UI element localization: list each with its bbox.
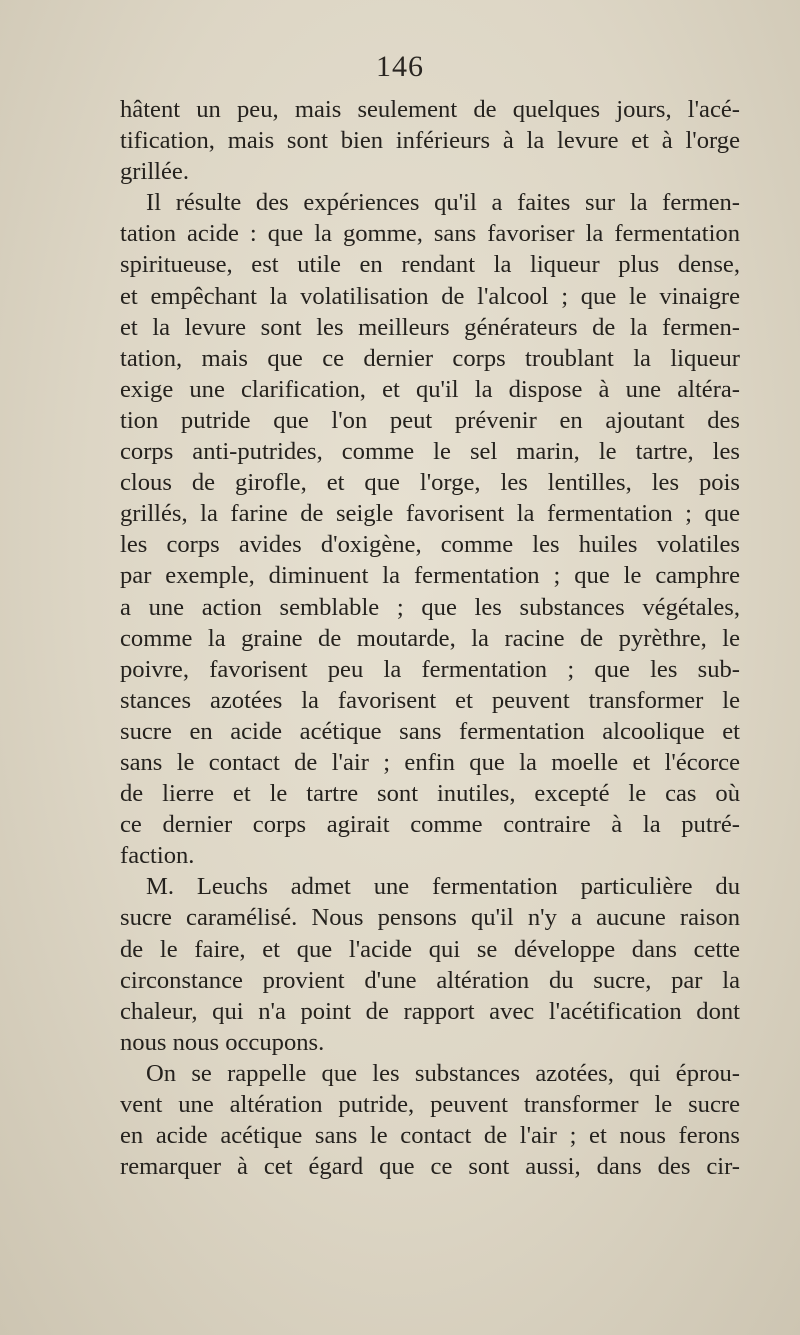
page-number: 146 xyxy=(376,50,424,83)
text-line: comme la graine de moutarde, la racine de pyrèthre, le xyxy=(120,624,740,652)
text-line: en acide acétique sans le contact de l'air ; et nous ferons xyxy=(120,1122,740,1150)
text-line: M. Leuchs admet une fermentation particulière du xyxy=(146,873,740,901)
text-line: faction. xyxy=(120,842,195,870)
body-text xyxy=(120,94,740,1182)
text-line: tion putride que l'on peut prévenir en ajoutant des xyxy=(120,406,740,434)
text-line: remarquer à cet égard que ce sont aussi, dans des cir- xyxy=(120,1153,740,1181)
text-line: On se rappelle que les substances azotées, qui éprou- xyxy=(146,1059,740,1087)
text-line: de le faire, et que l'acide qui se développe dans cette xyxy=(120,935,740,963)
text-line: les corps avides d'oxigène, comme les huiles volatiles xyxy=(120,531,740,559)
text-line: tification, mais sont bien inférieurs à la levure et à l'orge xyxy=(120,127,740,155)
text-line: sans le contact de l'air ; enfin que la moelle et l'écorce xyxy=(120,748,740,776)
text-line: chaleur, qui n'a point de rapport avec l'acétification dont xyxy=(120,997,740,1025)
text-line: grillée. xyxy=(120,158,189,186)
text-line: vent une altération putride, peuvent transformer le sucre xyxy=(120,1091,740,1118)
text-line: spiritueuse, est utile en rendant la liqueur plus dense, xyxy=(120,251,740,279)
text-line: tation, mais que ce dernier corps troublant la liqueur xyxy=(120,344,740,372)
text-line: circonstance provient d'une altération du sucre, par la xyxy=(120,966,740,994)
text-line: grillés, la farine de seigle favorisent la fermentation ; que xyxy=(120,500,740,528)
text-line: Il résulte des expériences qu'il a faites sur la fermen- xyxy=(146,189,740,217)
text-line: et la levure sont les meilleurs générateurs de la fermen- xyxy=(120,313,740,341)
text-line: et empêchant la volatilisation de l'alcool ; que le vinaigre xyxy=(120,282,740,310)
text-line: corps anti-putrides, comme le sel marin, le tartre, les xyxy=(120,438,740,466)
text-line: hâtent un peu, mais seulement de quelques jours, l'acé- xyxy=(120,96,740,123)
text-line: de lierre et le tartre sont inutiles, excepté le cas où xyxy=(120,780,740,808)
text-line: poivre, favorisent peu la fermentation ; que les sub- xyxy=(120,655,740,683)
text-line: stances azotées la favorisent et peuvent transformer le xyxy=(120,686,740,714)
text-line: tation acide : que la gomme, sans favoriser la fermentation xyxy=(120,220,740,248)
text-line: sucre caramélisé. Nous pensons qu'il n'y a aucune raison xyxy=(120,904,740,932)
text-line: a une action semblable ; que les substances végétales, xyxy=(120,593,740,621)
text-line: sucre en acide acétique sans fermentation alcoolique et xyxy=(120,717,740,745)
text-line: clous de girofle, et que l'orge, les lentilles, les pois xyxy=(120,469,740,497)
text-line: par exemple, diminuent la fermentation ; que le camphre xyxy=(120,562,740,590)
text-line: ce dernier corps agirait comme contraire à la putré- xyxy=(120,811,740,839)
text-line: nous nous occupons. xyxy=(120,1028,325,1056)
text-line: exige une clarification, et qu'il la dispose à une altéra- xyxy=(120,375,740,403)
